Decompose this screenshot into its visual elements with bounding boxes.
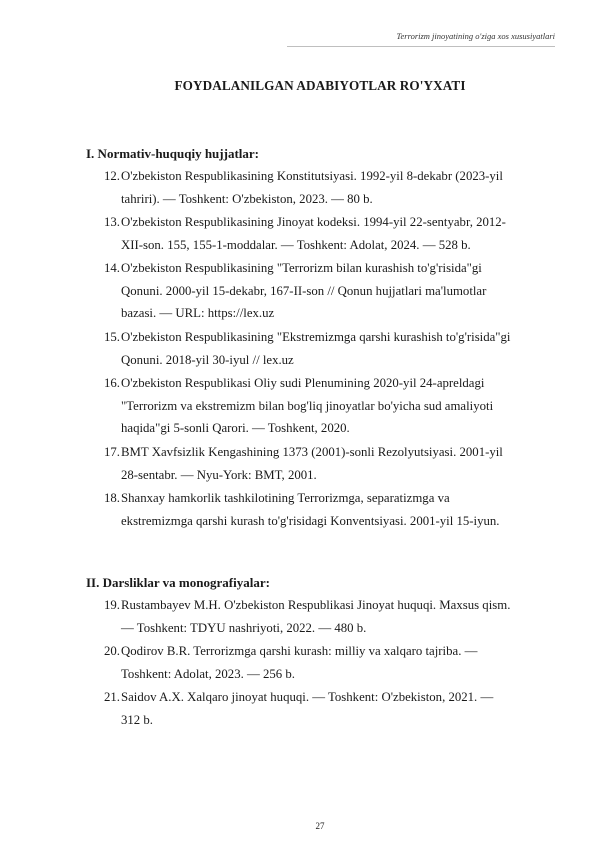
reference-line: — Toshkent: TDYU nashriyoti, 2022. — 480 b.	[121, 620, 367, 635]
header-rule	[287, 46, 555, 47]
reference-number: 16.	[104, 376, 120, 390]
reference-line: bazasi. — URL: https://lex.uz	[121, 306, 275, 321]
section-heading-textbooks: II. Darsliklar va monografiyalar:	[86, 575, 270, 590]
reference-line: "Terrorizm va ekstremizm bilan bog'liq jinoyatlar bo'yicha sud amaliyoti	[121, 398, 494, 413]
reference-number: 18.	[104, 491, 120, 505]
reference-text	[121, 372, 553, 440]
reference-number: 13.	[104, 215, 120, 229]
reference-text	[121, 594, 553, 639]
reference-line: O'zbekiston Respublikasi Oliy sudi Plenumining 2020-yil 24-apreldagi	[121, 376, 485, 390]
reference-number: 17.	[104, 445, 120, 459]
reference-line: O'zbekiston Respublikasining "Terrorizm bilan kurashish to'g'risida"gi	[121, 261, 482, 275]
reference-line: Rustambayev M.H. O'zbekiston Respublikasi Jinoyat huquqi. Maxsus qism.	[121, 598, 511, 612]
reference-line: 28-sentabr. — Nyu-York: BMT, 2001.	[121, 467, 317, 482]
reference-text	[121, 165, 553, 210]
reference-number: 15.	[104, 330, 120, 344]
reference-text	[121, 441, 553, 486]
reference-text	[121, 257, 553, 325]
reference-number: 12.	[104, 169, 120, 183]
reference-line: Qonuni. 2018-yil 30-iyul // lex.uz	[121, 352, 294, 367]
reference-line: Shanxay hamkorlik tashkilotining Terrorizmga, separatizmga va	[121, 491, 450, 505]
reference-text	[121, 487, 553, 532]
reference-line: O'zbekiston Respublikasining "Ekstremizmga qarshi kurashish to'g'risida"gi	[121, 330, 511, 344]
reference-line: tahriri). — Toshkent: O'zbekiston, 2023. — 80 b.	[121, 191, 373, 206]
reference-text	[121, 686, 553, 731]
reference-line: ekstremizmga qarshi kurash to'g'risidagi Konventsiyasi. 2001-yil 15-iyun.	[121, 513, 500, 528]
reference-line: Qonuni. 2000-yil 15-dekabr, 167-II-son // Qonun hujjatlari ma'lumotlar	[121, 283, 487, 298]
page-title: FOYDALANILGAN ADABIYOTLAR RO'YXATI	[174, 78, 466, 93]
page-number: 27	[315, 821, 325, 831]
section-heading-normative: I. Normativ-huquqiy hujjatlar:	[86, 146, 259, 161]
reference-text	[121, 211, 553, 256]
reference-line: O'zbekiston Respublikasining Jinoyat kodeksi. 1994-yil 22-sentyabr, 2012-	[121, 215, 506, 229]
reference-line: 312 b.	[121, 712, 153, 727]
reference-text	[121, 640, 553, 685]
reference-line: Saidov A.X. Xalqaro jinoyat huquqi. — Toshkent: O'zbekiston, 2021. —	[121, 690, 494, 704]
reference-line: Qodirov B.R. Terrorizmga qarshi kurash: milliy va xalqaro tajriba. —	[121, 644, 478, 658]
reference-number: 21.	[104, 690, 120, 704]
reference-number: 14.	[104, 261, 120, 275]
reference-line: Toshkent: Adolat, 2023. — 256 b.	[121, 666, 295, 681]
reference-line: BMT Xavfsizlik Kengashining 1373 (2001)-sonli Rezolyutsiyasi. 2001-yil	[121, 445, 503, 459]
reference-text	[121, 326, 553, 371]
reference-number: 19.	[104, 598, 120, 612]
reference-line: O'zbekiston Respublikasining Konstitutsiyasi. 1992-yil 8-dekabr (2023-yil	[121, 169, 503, 183]
reference-line: haqida"gi 5-sonli Qarori. — Toshkent, 2020.	[121, 421, 350, 436]
reference-line: XII-son. 155, 155-1-moddalar. — Toshkent: Adolat, 2024. — 528 b.	[121, 237, 471, 252]
reference-number: 20.	[104, 644, 120, 658]
running-header: Terrorizm jinoyatining o'ziga xos xususiyatlari	[396, 31, 555, 41]
